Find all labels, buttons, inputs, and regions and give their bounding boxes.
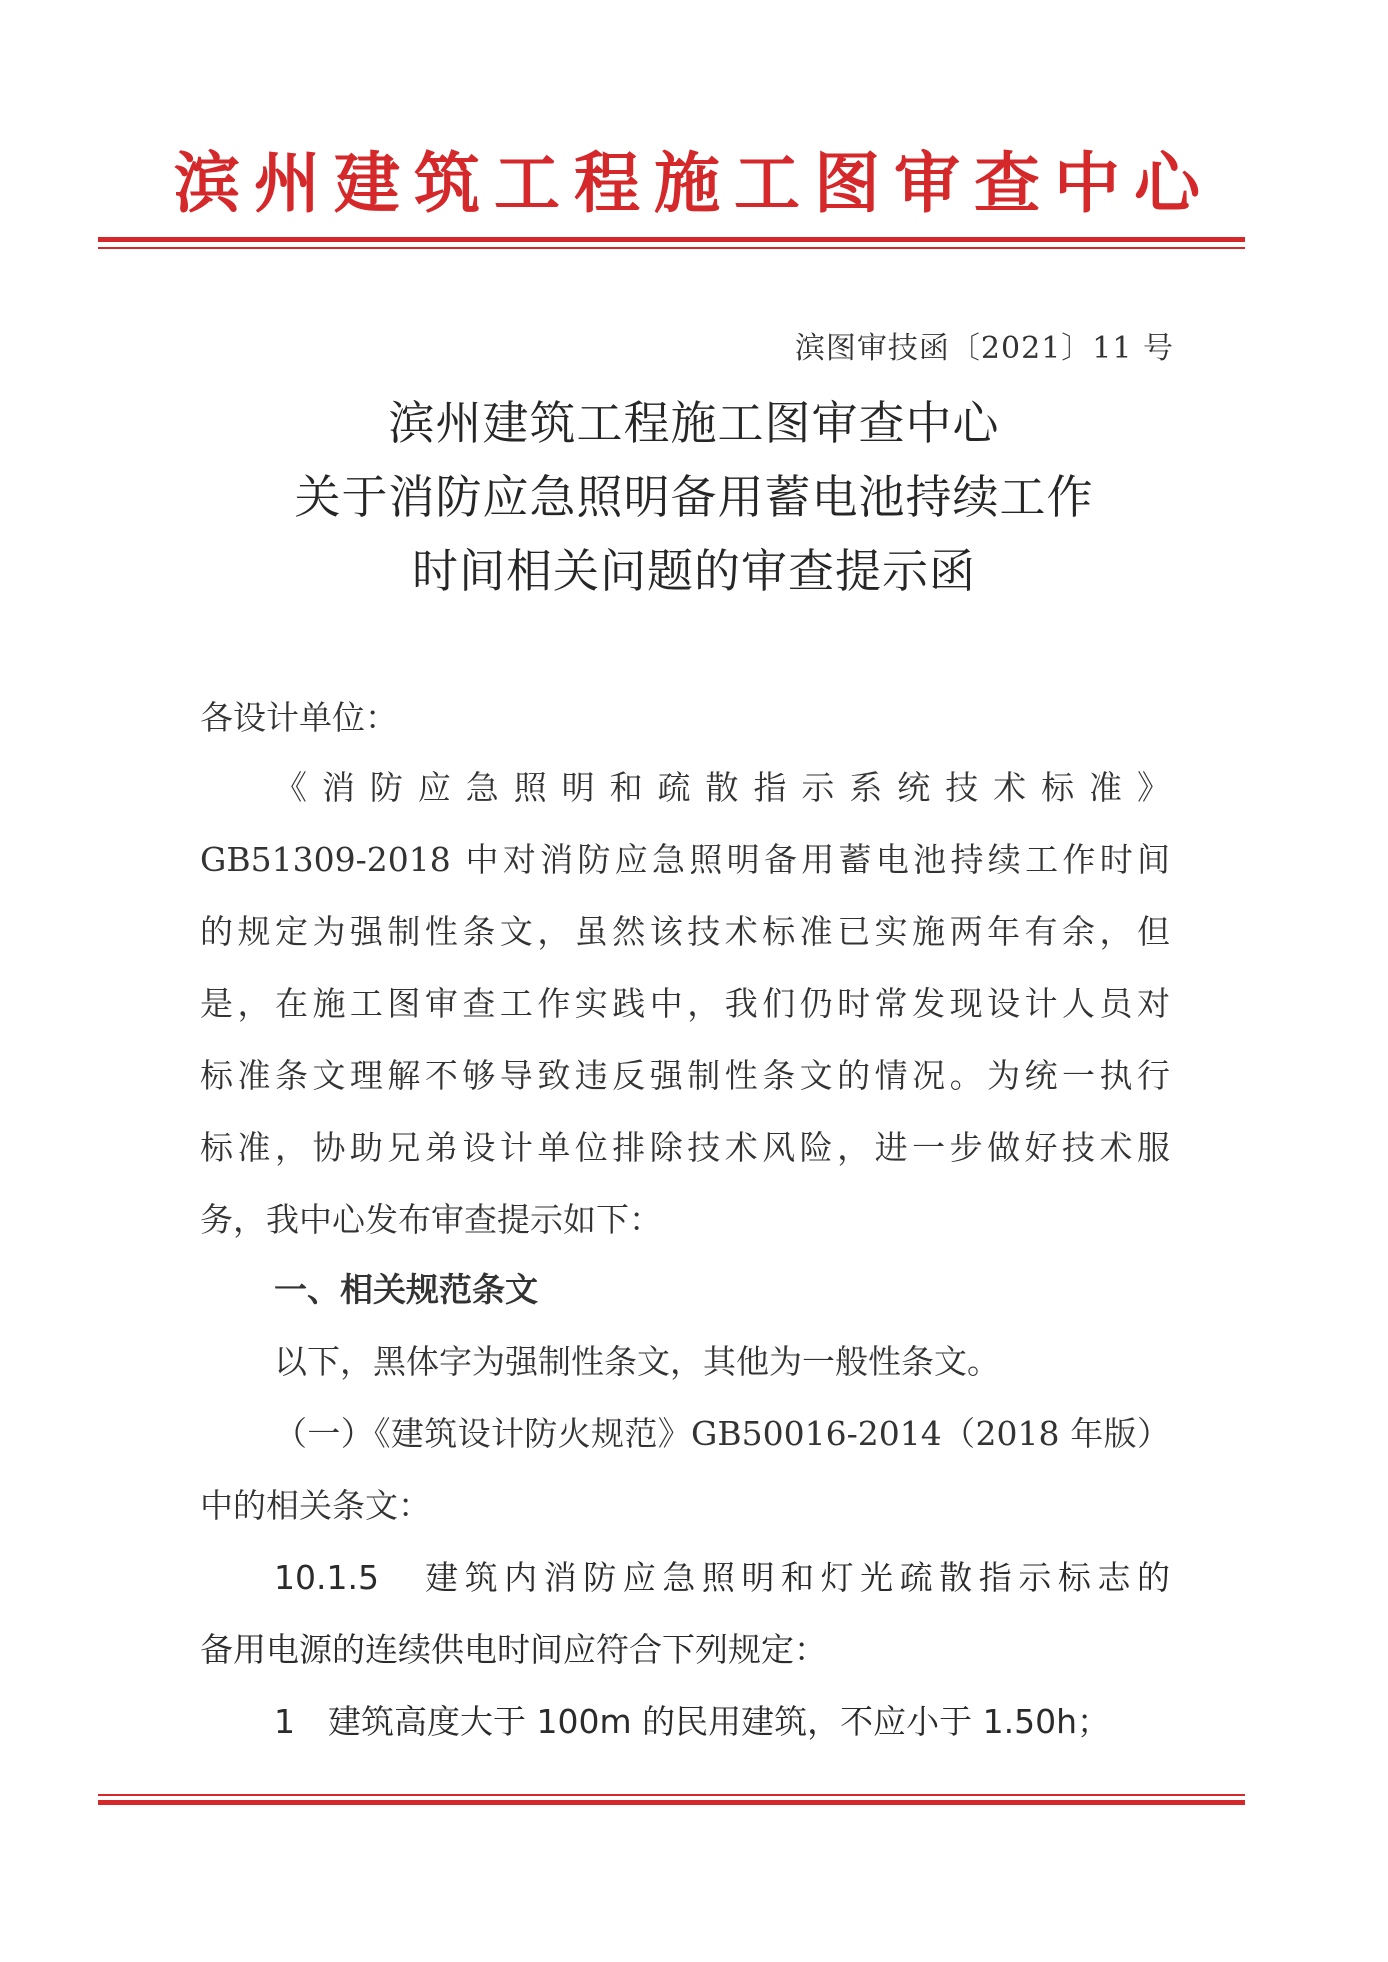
intro-line-1: 《消防应急照明和疏散指示系统技术标准》: [274, 768, 1170, 807]
subsection-line-1: （一）《建筑设计防火规范》GB50016-2014（2018 年版）: [274, 1414, 1170, 1453]
clause-line-2: 备用电源的连续供电时间应符合下列规定：: [200, 1630, 827, 1669]
intro-line-7: 务，我中心发布审查提示如下：: [200, 1200, 662, 1239]
clause-line-3: 1 建筑高度大于 100m 的民用建筑，不应小于 1.50h；: [274, 1702, 1110, 1741]
document-title-line-1: 滨州建筑工程施工图审查中心: [388, 396, 1000, 450]
document-title-line-2: 关于消防应急照明备用蓄电池持续工作: [294, 470, 1094, 524]
document-title-line-3: 时间相关问题的审查提示函: [412, 544, 976, 598]
letterhead-title: 滨州建筑工程施工图审查中心: [174, 144, 1214, 222]
subsection-line-2: 中的相关条文：: [200, 1486, 431, 1525]
salutation: 各设计单位：: [200, 698, 398, 737]
intro-line-2: GB51309-2018 中对消防应急照明备用蓄电池持续工作时间: [200, 840, 1170, 879]
section-heading-1: 一、相关规范条文: [274, 1270, 538, 1309]
footer-rule-thin: [98, 1794, 1245, 1796]
document-number: 滨图审技函〔2021〕11 号: [794, 331, 1174, 366]
intro-line-6: 标准，协助兄弟设计单位排除技术风险，进一步做好技术服: [200, 1128, 1170, 1167]
letterhead-rule-thin: [98, 247, 1245, 249]
letterhead-rule-thick: [98, 237, 1245, 242]
intro-line-5: 标准条文理解不够导致违反强制性条文的情况。为统一执行: [200, 1056, 1170, 1095]
intro-line-3: 的规定为强制性条文，虽然该技术标准已实施两年有余，但: [200, 912, 1170, 951]
note-line: 以下，黑体字为强制性条文，其他为一般性条文。: [274, 1342, 1000, 1381]
footer-rule-thick: [98, 1800, 1245, 1805]
intro-line-4: 是，在施工图审查工作实践中，我们仍时常发现设计人员对: [200, 984, 1170, 1023]
clause-line-1: 10.1.5 建筑内消防应急照明和灯光疏散指示标志的: [274, 1558, 1170, 1597]
